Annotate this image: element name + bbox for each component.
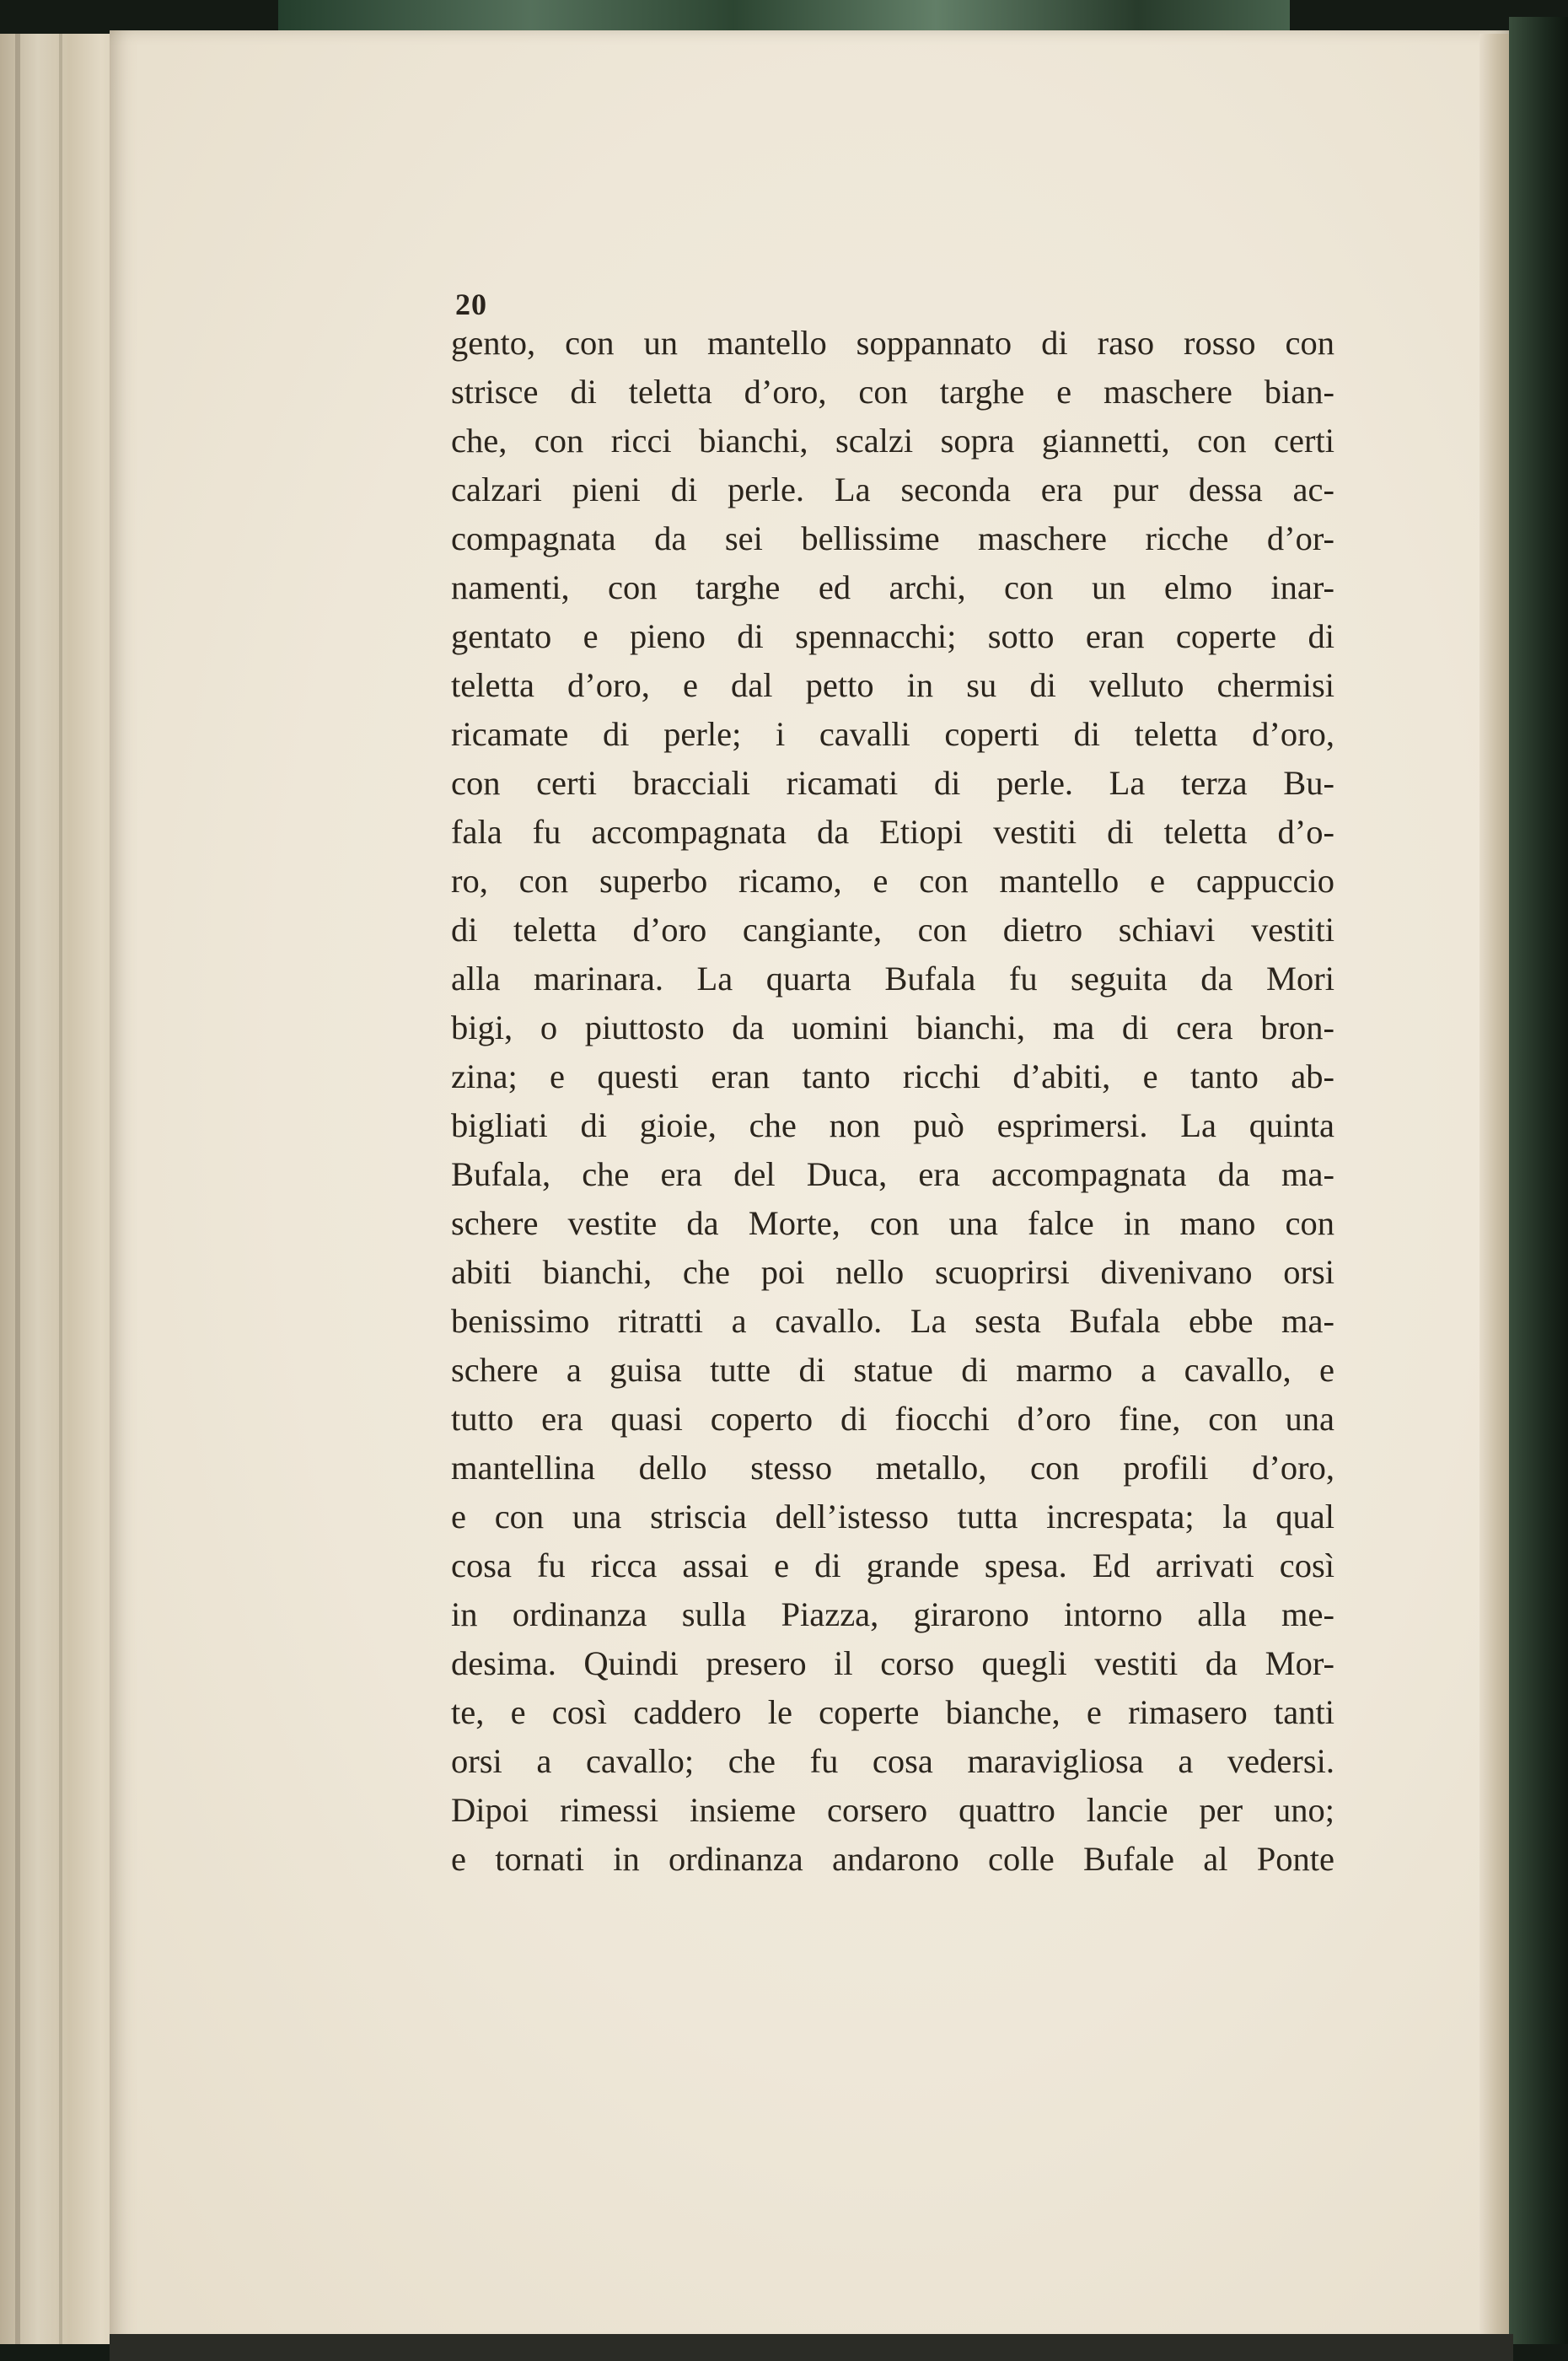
text-line: calzari pieni di perle. La seconda era pur dessa ac- xyxy=(451,471,1334,508)
text-line: gento, con un mantello soppannato di raso rosso con xyxy=(451,324,1334,362)
text-line: in ordinanza sulla Piazza, girarono intorno alla me- xyxy=(451,1595,1334,1633)
text-line: zina; e questi eran tanto ricchi d’abiti, e tanto ab- xyxy=(451,1057,1334,1095)
text-line: desima. Quindi presero il corso quegli vestiti da Mor- xyxy=(451,1644,1334,1682)
text-line: gentato e pieno di spennacchi; sotto eran coperte di xyxy=(451,617,1334,655)
text-line: ro, con superbo ricamo, e con mantello e cappuccio xyxy=(451,862,1334,900)
text-line: con certi bracciali ricamati di perle. La terza Bu- xyxy=(451,764,1334,802)
text-line: schere a guisa tutte di statue di marmo a cavallo, e xyxy=(451,1351,1334,1389)
text-line: te, e così caddero le coperte bianche, e rimasero tanti xyxy=(451,1693,1334,1731)
text-line: compagnata da sei bellissime maschere ricche d’or- xyxy=(451,519,1334,557)
text-line: mantellina dello stesso metallo, con profili d’oro, xyxy=(451,1449,1334,1487)
text-line: bigliati di gioie, che non può esprimersi. La quinta xyxy=(451,1106,1334,1144)
text-line: benissimo ritratti a cavallo. La sesta Bufala ebbe ma- xyxy=(451,1302,1334,1340)
text-line: alla marinara. La quarta Bufala fu seguita da Mori xyxy=(451,960,1334,998)
text-line: di teletta d’oro cangiante, con dietro schiavi vestiti xyxy=(451,911,1334,949)
text-line: fala fu accompagnata da Etiopi vestiti di teletta d’o- xyxy=(451,813,1334,851)
text-line: orsi a cavallo; che fu cosa maravigliosa a vedersi. xyxy=(451,1742,1334,1780)
scan-bottom-band xyxy=(110,2334,1513,2361)
text-line: cosa fu ricca assai e di grande spesa. Ed arrivati così xyxy=(451,1546,1334,1584)
text-line: e con una striscia dell’istesso tutta increspata; la qual xyxy=(451,1498,1334,1535)
text-line: Bufala, che era del Duca, era accompagnata da ma- xyxy=(451,1155,1334,1193)
book-cover-right xyxy=(1509,17,1568,2344)
text-line: schere vestite da Morte, con una falce in mano con xyxy=(451,1204,1334,1242)
text-line: Dipoi rimessi insieme corsero quattro lancie per uno; xyxy=(451,1791,1334,1829)
body-text xyxy=(451,319,1334,1884)
text-line: bigi, o piuttosto da uomini bianchi, ma di cera bron- xyxy=(451,1008,1334,1046)
text-line: che, con ricci bianchi, scalzi sopra giannetti, con certi xyxy=(451,422,1334,460)
text-line: abiti bianchi, che poi nello scuoprirsi divenivano orsi xyxy=(451,1253,1334,1291)
page-number: 20 xyxy=(455,288,487,321)
text-line: strisce di teletta d’oro, con targhe e maschere bian- xyxy=(451,373,1334,411)
text-line: namenti, con targhe ed archi, con un elmo inar- xyxy=(451,568,1334,606)
text-line: e tornati in ordinanza andarono colle Bufale al Ponte xyxy=(451,1840,1334,1878)
text-line: ricamate di perle; i cavalli coperti di teletta d’oro, xyxy=(451,715,1334,753)
text-line: teletta d’oro, e dal petto in su di velluto chermisi xyxy=(451,666,1334,704)
page-fore-edge xyxy=(1479,34,1513,2344)
text-line: tutto era quasi coperto di fiocchi d’oro fine, con una xyxy=(451,1400,1334,1438)
page-edges-left xyxy=(0,34,126,2344)
